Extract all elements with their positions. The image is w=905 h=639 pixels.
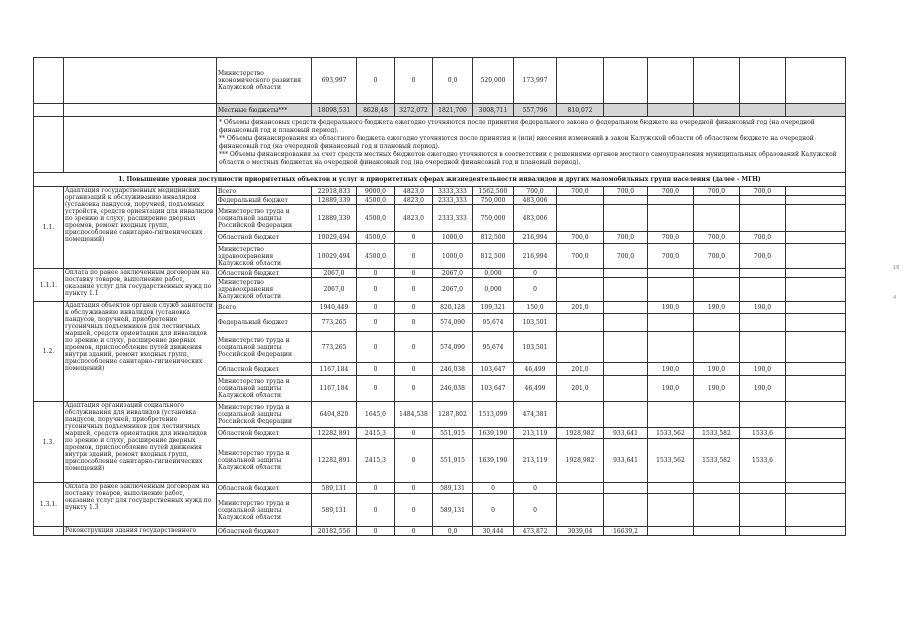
value-cell: 750,000 [473,205,514,232]
value-cell: 1821,700 [433,104,473,117]
value-cell: 2067,0 [312,269,357,278]
value-cell [604,376,648,402]
value-cell: 4500,0 [357,232,395,244]
footnotes-row [34,117,846,173]
value-cell: 700,0 [604,187,648,196]
value-cell [648,269,694,278]
source-cell: Областной бюджет [217,363,312,376]
value-cell [786,244,846,269]
value-cell [557,269,604,278]
value-cell: 0 [395,278,433,302]
value-cell: 18098,531 [312,104,357,117]
source-cell: Областной бюджет [217,483,312,494]
value-cell: 589,131 [312,483,357,494]
source-cell: Министерство экономического развития Калужской области [217,58,312,104]
item-title: Реконструкция здания государственного [64,527,217,536]
value-cell: 6404,820 [312,402,357,428]
value-cell: 20182,556 [312,527,357,536]
value-cell: 812,500 [473,244,514,269]
value-cell: 9000,0 [357,187,395,196]
value-cell [694,527,740,536]
value-cell [648,205,694,232]
top-row-mineko [34,58,846,104]
value-cell: 0 [357,527,395,536]
value-cell: 0 [395,527,433,536]
value-cell: 0 [395,58,433,104]
value-cell: 700,0 [648,232,694,244]
value-cell: 0 [357,269,395,278]
value-cell: 103,501 [514,314,557,332]
value-cell: 10029,494 [312,244,357,269]
value-cell: 0 [395,232,433,244]
margin-mark: 18 [893,265,900,271]
section-title: 1. Повышение уровня доступности приоритетных объектов и услуг в приоритетных сферах жизнедеятельности инвалидов и других маломобильных групп населения (далее - МГН) [34,173,846,187]
value-cell: 12282,891 [312,428,357,439]
value-cell: 700,0 [557,187,604,196]
value-cell [604,205,648,232]
value-cell: 190,0 [740,302,786,314]
value-cell [648,527,694,536]
value-cell: 0 [395,332,433,363]
value-cell [694,269,740,278]
value-cell [694,278,740,302]
source-cell: Федеральный бюджет [217,196,312,205]
value-cell: 551,915 [433,439,473,483]
value-cell: 1167,184 [312,363,357,376]
value-cell: 2333,333 [433,196,473,205]
value-cell: 1000,0 [433,244,473,269]
value-cell: 1533,562 [648,428,694,439]
value-cell: 0 [357,314,395,332]
value-cell: 190,0 [740,376,786,402]
value-cell: 2415,3 [357,439,395,483]
source-cell: Министерство здравоохранения Калужской области [217,278,312,302]
value-cell: 574,090 [433,332,473,363]
value-cell: 1533,6 [740,439,786,483]
value-cell: 0 [514,494,557,527]
value-cell: 700,0 [604,244,648,269]
value-cell: 30,444 [473,527,514,536]
value-cell: 0 [357,363,395,376]
item-index: 1.3.1. [34,483,64,527]
value-cell: 4823,0 [395,205,433,232]
value-cell [786,332,846,363]
footnote-1: * Объемы финансовых средств федерального бюджета ежегодно уточняются после принятия федерального закона о федеральном бюджете на очередной финансовый год (на очередной финансовый год и плановый период). [219,119,815,134]
value-cell: 1287,802 [433,402,473,428]
value-cell [694,483,740,494]
value-cell: 1533,582 [694,439,740,483]
value-cell: 2067,0 [433,278,473,302]
value-cell [604,314,648,332]
value-cell: 589,131 [433,483,473,494]
value-cell [786,196,846,205]
value-cell: 700,0 [648,244,694,269]
footnote-3: *** Объемы финансирования за счет средств местных бюджетов ежегодно уточняются в соответствии с решениями органов местного самоуправления муниципальных образований Калужской области о местных бюджетах на очередной финансовый год (на очередной финансовый год и плановый период). [219,151,837,166]
value-cell: 190,0 [694,302,740,314]
value-cell: 2415,3 [357,428,395,439]
value-cell: 46,499 [514,376,557,402]
table-row [34,402,846,428]
value-cell: 0 [395,244,433,269]
table-row [34,302,846,314]
value-cell: 812,500 [473,232,514,244]
value-cell: 103,647 [473,363,514,376]
value-cell: 933,641 [604,439,648,483]
source-cell: Федеральный бюджет [217,314,312,332]
value-cell: 16639,2 [604,527,648,536]
value-cell: 0 [357,483,395,494]
value-cell: 589,131 [312,494,357,527]
value-cell: 1562,500 [473,187,514,196]
value-cell [694,205,740,232]
value-cell: 1533,582 [694,428,740,439]
value-cell: 3039,04 [557,527,604,536]
value-cell [648,494,694,527]
value-cell: 0 [395,428,433,439]
source-cell: Областной бюджет [217,428,312,439]
value-cell: 213,119 [514,439,557,483]
value-cell: 820,128 [433,302,473,314]
value-cell [694,332,740,363]
value-cell [740,483,786,494]
value-cell [557,314,604,332]
source-cell: Всего [217,187,312,196]
item-title: Адаптация организаций социального обслуживания для инвалидов (установка пандусов, поручней, приобретение гусеничных подъемников для лестничных маршей, средств ориентации для инвалидов по зрению и слуху, расширение дверных проемов, приспособление путей движения внутри зданий, ремонт входных групп, приспособление санитарно-гигиенических помещений) [64,402,217,483]
value-cell: 246,038 [433,376,473,402]
value-cell: 810,072 [557,104,604,117]
value-cell: 216,994 [514,232,557,244]
value-cell: 700,0 [740,244,786,269]
value-cell [786,402,846,428]
value-cell: 483,006 [514,196,557,205]
value-cell [786,428,846,439]
value-cell [740,205,786,232]
value-cell: 0 [357,302,395,314]
value-cell: 1167,184 [312,376,357,402]
value-cell [604,363,648,376]
value-cell: 0 [514,269,557,278]
value-cell: 1639,190 [473,439,514,483]
value-cell: 190,0 [648,363,694,376]
value-cell: 201,0 [557,302,604,314]
value-cell: 0 [514,278,557,302]
value-cell: 700,0 [694,232,740,244]
value-cell: 700,0 [648,187,694,196]
source-cell: Министерство труда и социальной защиты Калужской области [217,494,312,527]
source-cell: Всего [217,302,312,314]
value-cell [740,278,786,302]
source-cell: Министерство труда и социальной защиты Калужской области [217,439,312,483]
value-cell: 95,674 [473,332,514,363]
value-cell [557,402,604,428]
value-cell: 557,796 [514,104,557,117]
value-cell: 1000,0 [433,232,473,244]
value-cell [786,278,846,302]
value-cell: 46,499 [514,363,557,376]
value-cell: 95,674 [473,314,514,332]
value-cell: 3333,333 [433,187,473,196]
value-cell [786,376,846,402]
value-cell: 1484,538 [395,402,433,428]
value-cell [740,269,786,278]
source-cell: Местные бюджеты*** [217,104,312,117]
value-cell: 700,0 [740,187,786,196]
value-cell [740,196,786,205]
value-cell: 190,0 [648,376,694,402]
value-cell: 201,0 [557,376,604,402]
value-cell: 0,0 [433,58,473,104]
value-cell: 773,265 [312,314,357,332]
item-index: 1.3. [34,402,64,483]
value-cell: 2067,0 [312,278,357,302]
value-cell: 700,0 [694,244,740,269]
value-cell [786,439,846,483]
value-cell: 700,0 [694,187,740,196]
value-cell [786,187,846,196]
source-cell: Областной бюджет [217,527,312,536]
value-cell [740,402,786,428]
value-cell [694,494,740,527]
value-cell: 0 [357,58,395,104]
value-cell: 574,090 [433,314,473,332]
value-cell: 693,997 [312,58,357,104]
value-cell: 1639,190 [473,428,514,439]
value-cell: 213,119 [514,428,557,439]
margin-mark: 4 [893,295,897,301]
value-cell: 0 [395,494,433,527]
value-cell: 199,321 [473,302,514,314]
value-cell: 1533,6 [740,428,786,439]
value-cell: 700,0 [514,187,557,196]
value-cell: 1513,099 [473,402,514,428]
value-cell [557,196,604,205]
item-title: Оплата по ранее заключенным договорам на поставку товаров, выполнение работ, оказание услуг для государственных нужд по пункту 1.3 [64,483,217,527]
value-cell [604,483,648,494]
value-cell: 4500,0 [357,205,395,232]
value-cell [604,196,648,205]
value-cell: 0 [395,363,433,376]
item-title: Адаптация государственных медицинских организаций к обслуживанию инвалидов (установка пандусов, поручней, подъемных устройств, средств ориентации для инвалидов по зрению и слуху, расширение дверных проемов, ремонт входных групп, приспособление санитарно-гигиенических помещений) [64,187,217,269]
value-cell [648,483,694,494]
value-cell: 750,000 [473,196,514,205]
footnote-2: ** Объемы финансирования из областного бюджета ежегодно уточняются после принятия и (или) внесения изменений в закон Калужской области об областном бюджете на очередной финансовый год (на очередной финансовый год и плановый период). [219,135,814,150]
source-cell: Областной бюджет [217,232,312,244]
table-row [34,187,846,196]
section-row [34,173,846,187]
value-cell: 0 [357,278,395,302]
value-cell [786,269,846,278]
value-cell [740,494,786,527]
value-cell [557,494,604,527]
value-cell: 700,0 [604,232,648,244]
value-cell: 773,265 [312,332,357,363]
value-cell: 4823,0 [395,196,433,205]
value-cell [557,205,604,232]
value-cell: 10029,494 [312,232,357,244]
value-cell [648,332,694,363]
source-cell: Министерство труда и социальной защиты Российской Федерации [217,205,312,232]
item-index: 1.1. [34,187,64,269]
value-cell: 0 [473,483,514,494]
value-cell: 0 [395,483,433,494]
value-cell: 3008,711 [473,104,514,117]
item-title: Оплата по ранее заключенным договорам на поставку товаров, выполнение работ, оказание услуг для государственных нужд по пункту 1.1 [64,269,217,302]
value-cell [557,483,604,494]
value-cell: 12282,891 [312,439,357,483]
value-cell: 103,647 [473,376,514,402]
value-cell: 1928,982 [557,439,604,483]
value-cell [648,278,694,302]
value-cell: 0 [395,314,433,332]
value-cell [648,196,694,205]
value-cell: 473,872 [514,527,557,536]
value-cell: 0 [514,483,557,494]
value-cell [694,402,740,428]
item-index: 1.2. [34,302,64,402]
source-cell: Министерство труда и социальной защиты Калужской области [217,376,312,402]
value-cell [786,363,846,376]
value-cell: 190,0 [694,376,740,402]
value-cell: 3272,072 [395,104,433,117]
budget-table [33,57,846,536]
value-cell: 0 [395,439,433,483]
table-row [34,483,846,494]
value-cell: 551,915 [433,428,473,439]
source-cell: Областной бюджет [217,269,312,278]
value-cell [694,314,740,332]
item-index: 1.1.1. [34,269,64,302]
value-cell: 4823,0 [395,187,433,196]
value-cell [740,527,786,536]
value-cell [604,494,648,527]
footnotes [217,117,846,173]
value-cell: 190,0 [694,363,740,376]
value-cell: 474,381 [514,402,557,428]
source-cell: Министерство труда и социальной защиты Российской Федерации [217,402,312,428]
value-cell [604,402,648,428]
value-cell: 0,000 [473,269,514,278]
value-cell [786,302,846,314]
value-cell: 216,994 [514,244,557,269]
value-cell: 933,641 [604,428,648,439]
value-cell [786,494,846,527]
value-cell [786,527,846,536]
value-cell [604,269,648,278]
value-cell: 483,006 [514,205,557,232]
value-cell [604,278,648,302]
value-cell: 12889,339 [312,205,357,232]
value-cell [786,483,846,494]
value-cell: 0 [357,376,395,402]
value-cell [786,314,846,332]
value-cell [694,196,740,205]
source-cell: Министерство здравоохранения Калужской области [217,244,312,269]
value-cell: 150,0 [514,302,557,314]
value-cell: 700,0 [740,232,786,244]
value-cell: 0 [395,269,433,278]
value-cell [648,314,694,332]
value-cell [786,205,846,232]
value-cell [648,402,694,428]
value-cell: 173,997 [514,58,557,104]
value-cell [604,332,648,363]
item-index [34,527,64,536]
source-cell: Министерство труда и социальной защиты Российской Федерации [217,332,312,363]
value-cell: 0,0 [433,527,473,536]
value-cell: 22918,833 [312,187,357,196]
value-cell: 103,501 [514,332,557,363]
value-cell: 4500,0 [357,244,395,269]
value-cell: 246,038 [433,363,473,376]
value-cell: 1940,449 [312,302,357,314]
value-cell: 1928,982 [557,428,604,439]
value-cell: 0 [473,494,514,527]
value-cell: 4500,0 [357,196,395,205]
value-cell: 8628,48 [357,104,395,117]
value-cell: 0 [395,376,433,402]
value-cell: 0 [357,332,395,363]
value-cell: 1645,0 [357,402,395,428]
value-cell: 0,000 [473,278,514,302]
table-row [34,527,846,536]
value-cell [557,278,604,302]
value-cell [740,332,786,363]
value-cell: 0 [395,302,433,314]
value-cell: 2067,0 [433,269,473,278]
value-cell [604,302,648,314]
value-cell: 190,0 [648,302,694,314]
value-cell: 700,0 [557,244,604,269]
value-cell [740,314,786,332]
value-cell: 0 [357,494,395,527]
item-title: Адаптация объектов органов служб занятости к обслуживанию инвалидов (установка пандусов, поручней, приобретение гусеничных подъемников для лестничных маршей, средств ориентации для инвалидов по зрению и слуху, расширение дверных проемов, приспособление путей движения внутри зданий, ремонт входных групп, приспособление санитарно-гигиенических помещений) [64,302,217,402]
value-cell [786,232,846,244]
value-cell: 589,131 [433,494,473,527]
value-cell: 2333,333 [433,205,473,232]
table-row [34,269,846,278]
value-cell: 520,000 [473,58,514,104]
top-row-local [34,104,846,117]
value-cell [557,332,604,363]
value-cell: 12889,339 [312,196,357,205]
value-cell: 190,0 [740,363,786,376]
value-cell: 201,0 [557,363,604,376]
value-cell: 1533,562 [648,439,694,483]
value-cell: 700,0 [557,232,604,244]
